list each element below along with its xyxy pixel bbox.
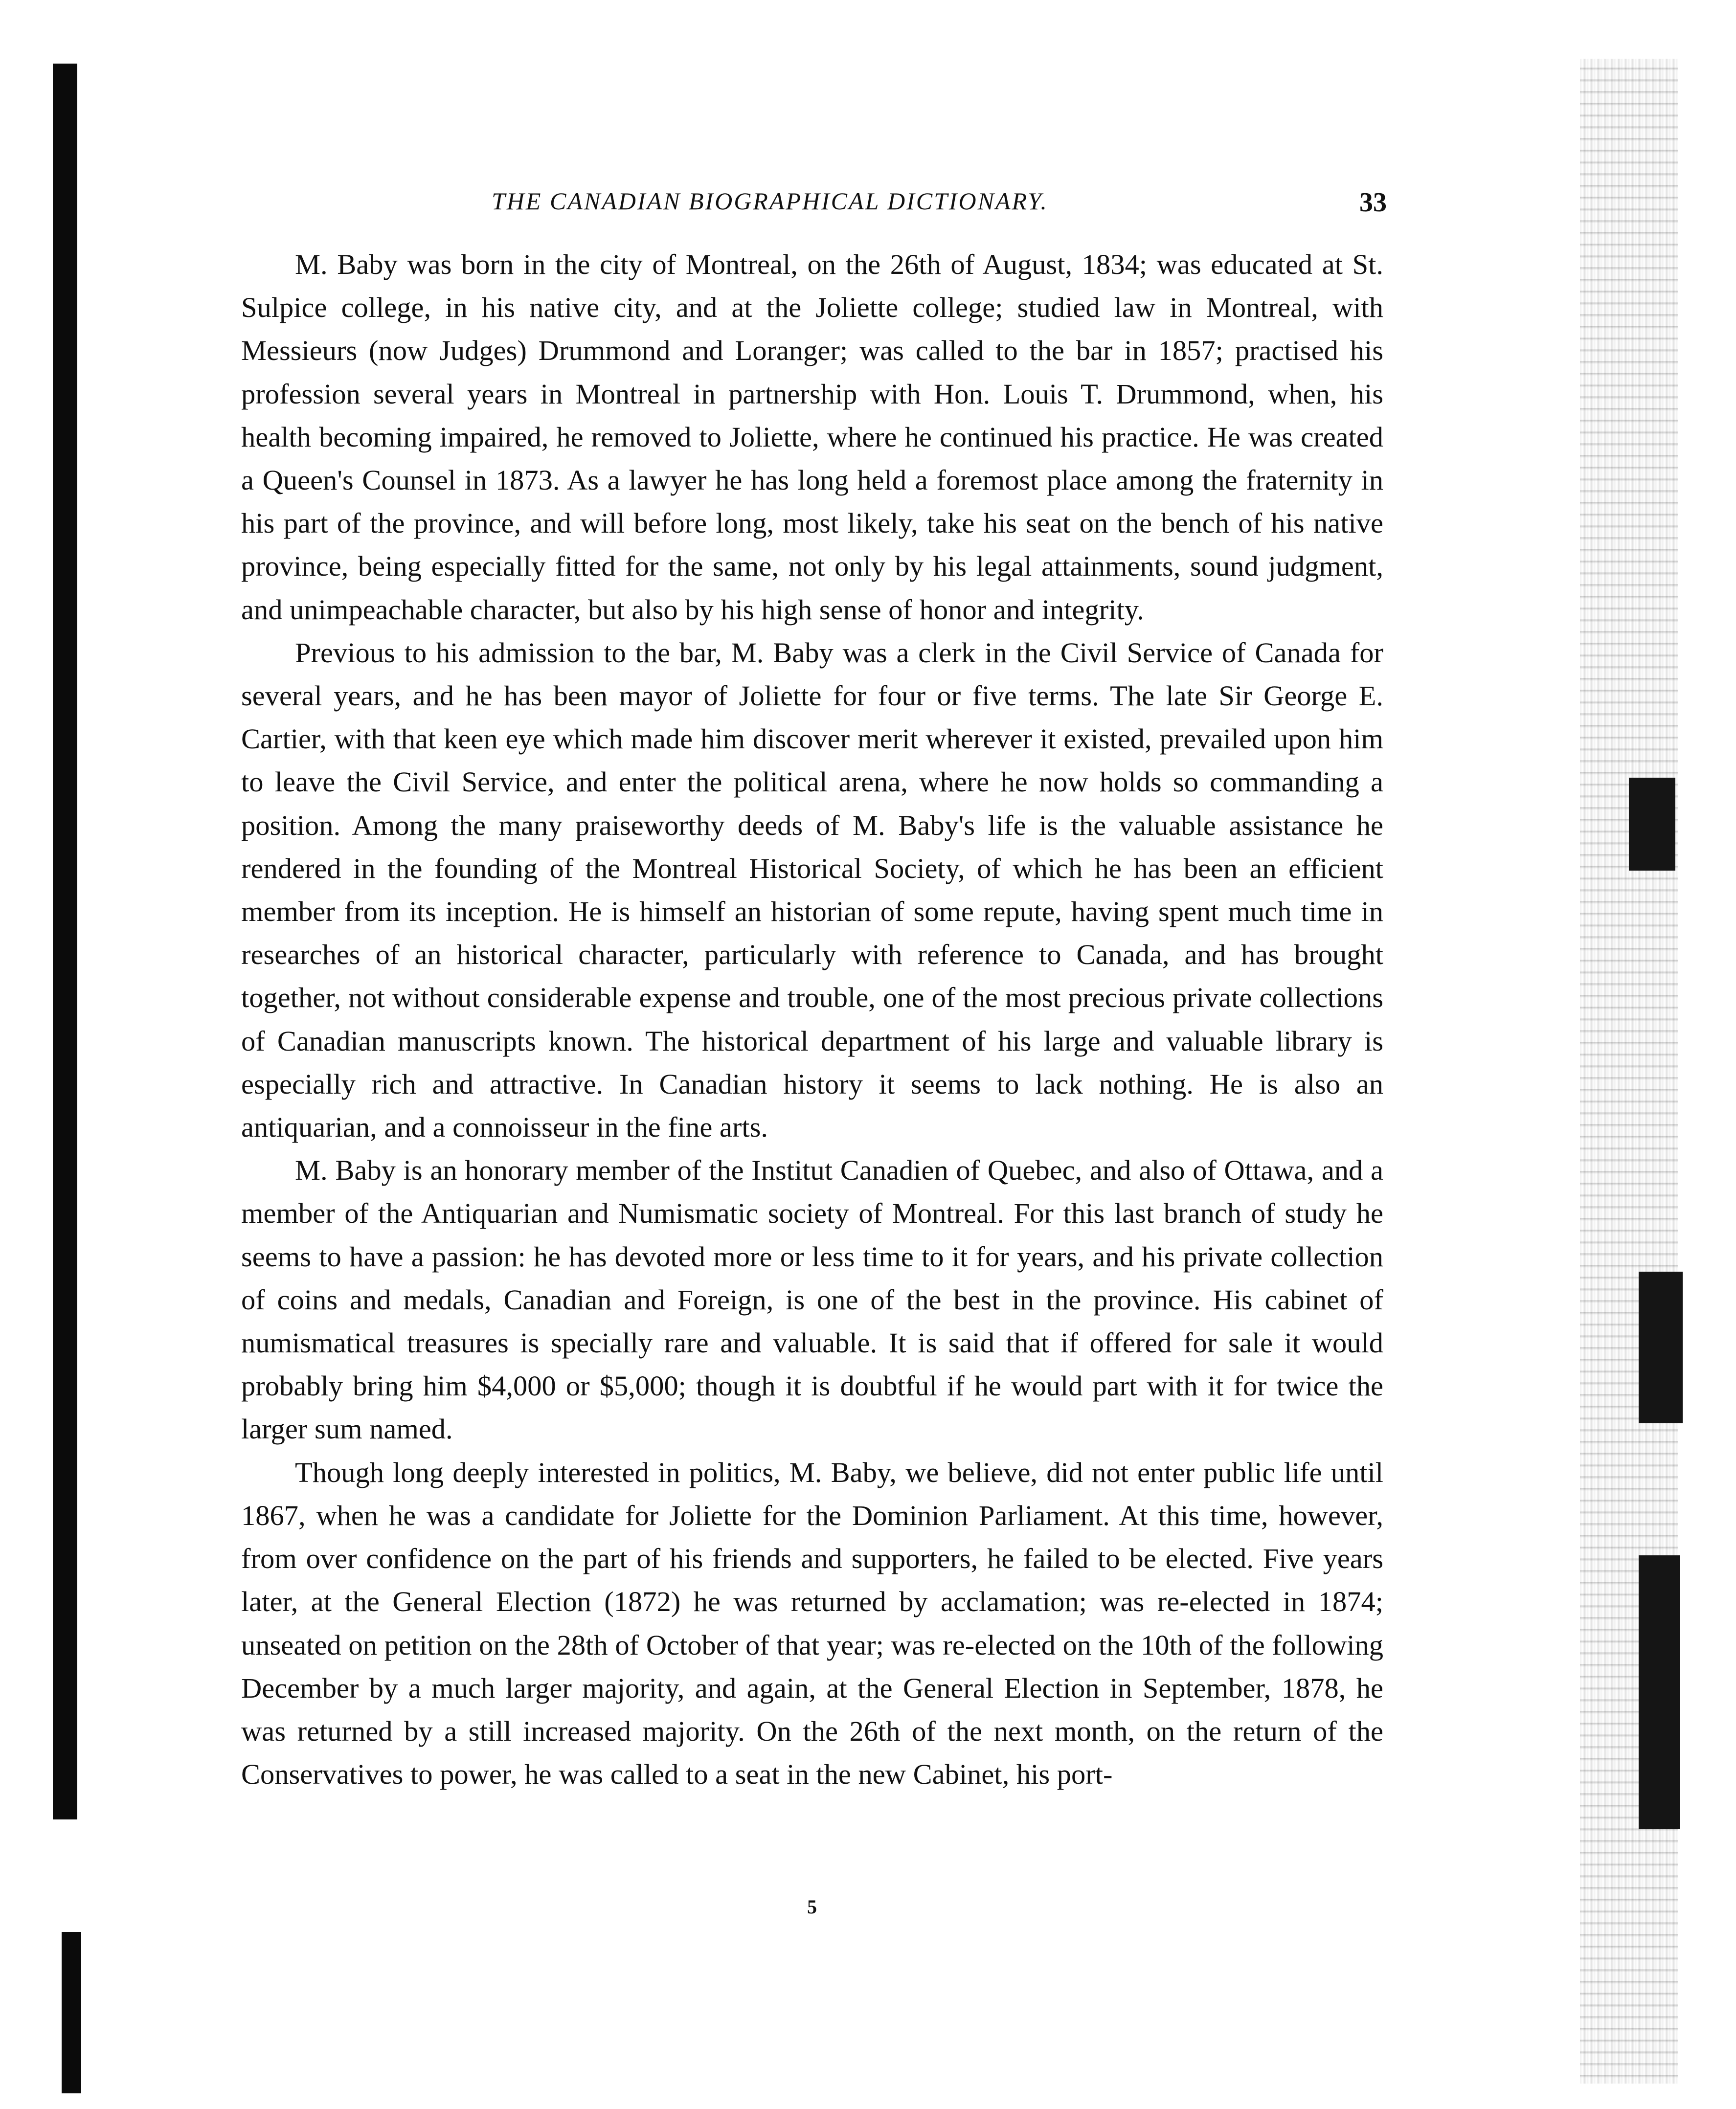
scan-artifact-block [1629,778,1675,871]
paragraph: M. Baby is an honorary member of the Institut Canadien of Quebec, and also of Ottawa, and a member of the Antiquarian and Numismatic society of Montreal. For this last branch of study he seems to have a passion: he has devoted more or less time to it for years, and his private collection of coins and medals, Canadian and Foreign, is one of the best in the province. His cabinet of numismatical treasures is specially rare and valuable. It is said that if offered for sale it would probably bring him $4,000 or $5,000; though it is doubtful if he would part with it for twice the larger sum named. [241,1154,1383,1445]
paragraph: M. Baby was born in the city of Montreal, on the 26th of August, 1834; was educated at St. Sulpice college, in his native city, and at the Joliette college; studied law in Montreal, with Messieurs (now Judges) Drummond and Loranger; was called to the bar in 1857; practised his profession several years in Montreal in partnership with Hon. Louis T. Drummond, when, his health becoming impaired, he removed to Joliette, where he continued his practice. He was created a Queen's Counsel in 1873. As a lawyer he has long held a foremost place among the fraternity in his part of the province, and will before long, most likely, take his seat on the bench of his native province, being especially fitted for the same, not only by his legal attainments, sound judgment, and unimpeachable character, but also by his high sense of honor and integrity. [241,248,1383,626]
body-text [241,243,1383,1796]
page-header [245,187,1387,241]
signature-mark: 5 [807,1896,817,1918]
page-number: 33 [1359,187,1387,218]
paragraph: Though long deeply interested in politics, M. Baby, we believe, did not enter public life until 1867, when he was a candidate for Joliette for the Dominion Parliament. At this time, however, from over confidence on the part of his friends and supporters, he failed to be elected. Five years later, at the General Election (1872) he was returned by acclamation; was re-elected in 1874; unseated on petition on the 28th of October of that year; was re-elected on the 10th of the following December by a much larger majority, and again, at the General Election in September, 1878, he was returned by a still increased majority. On the 26th of the next month, on the return of the Conservatives to power, he was called to a seat in the new Cabinet, his port- [241,1456,1383,1791]
scan-artifact-block [1639,1272,1683,1423]
binding-edge-shadow [53,64,77,1819]
scan-artifact-block [1639,1555,1680,1829]
paragraph: Previous to his admission to the bar, M. Baby was a clerk in the Civil Service of Canada for several years, and he has been mayor of Joliette for four or five terms. The late Sir George E. Cartier, with that keen eye which made him discover merit wherever it existed, prevailed upon him to leave the Civil Service, and enter the political arena, where he now holds so commanding a position. Among the many praiseworthy deeds of M. Baby's life is the valuable assistance he rendered in the founding of the Montreal Historical Society, of which he has been an efficient member from its inception. He is himself an historian of some repute, having spent much time in researches of an historical character, particularly with reference to Canada, and has brought together, not without considerable expense and trouble, one of the most precious private collections of Canadian manuscripts known. The historical department of his large and valuable library is especially rich and attractive. In Canadian history it seems to lack nothing. He is also an antiquarian, and a connoisseur in the fine arts. [241,636,1383,1144]
running-title: THE CANADIAN BIOGRAPHICAL DICTIONARY. [492,187,1048,215]
binding-edge-shadow-lower [62,1932,81,2093]
